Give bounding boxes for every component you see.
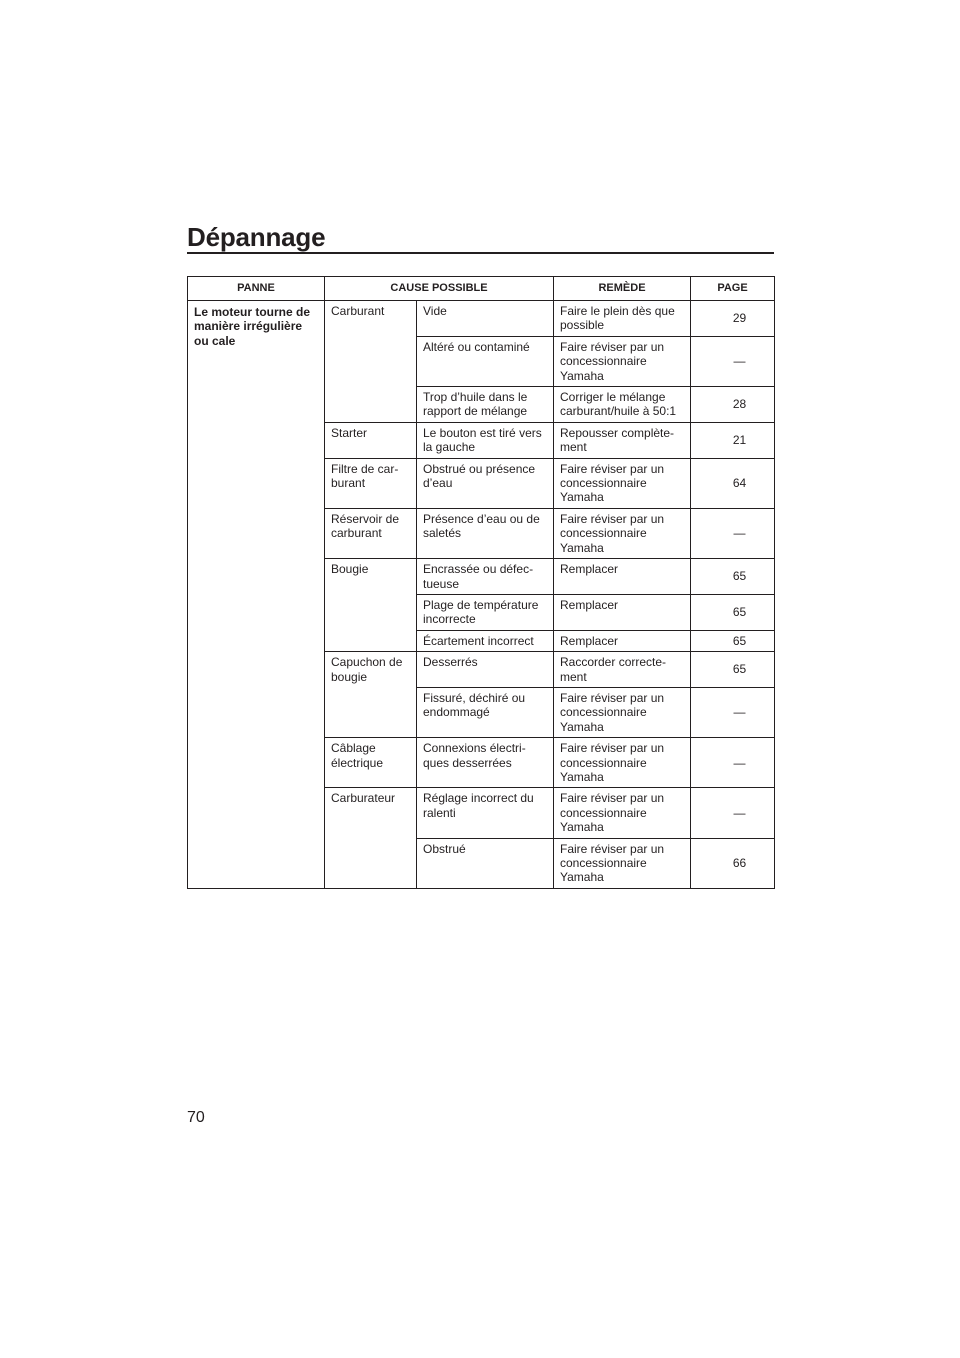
- page-cell: 64: [691, 458, 775, 508]
- page-cell: 65: [691, 630, 775, 651]
- cause-cell: Connexions électri-ques desserrées: [417, 738, 554, 788]
- remedy-cell: Faire réviser par un concessionnaire Yamaha: [554, 838, 691, 888]
- component-cell: [325, 387, 417, 423]
- cause-cell: Écartement incorrect: [417, 630, 554, 651]
- component-cell: Réservoir de carburant: [325, 508, 417, 558]
- remedy-cell: Corriger le mélange carburant/huile à 50:1: [554, 387, 691, 423]
- component-cell: Carburant: [325, 301, 417, 337]
- remedy-cell: Faire réviser par un concessionnaire Yamaha: [554, 788, 691, 838]
- cause-cell: Réglage incorrect du ralenti: [417, 788, 554, 838]
- cause-cell: Altéré ou contaminé: [417, 336, 554, 386]
- remedy-cell: Faire réviser par un concessionnaire Yamaha: [554, 687, 691, 737]
- component-cell: [325, 687, 417, 737]
- cause-cell: Encrassée ou défec-tueuse: [417, 559, 554, 595]
- component-cell: [325, 838, 417, 888]
- page-cell: 66: [691, 838, 775, 888]
- cause-cell: Vide: [417, 301, 554, 337]
- page-cell: 21: [691, 422, 775, 458]
- page-number: 70: [187, 1109, 205, 1126]
- page-cell: 29: [691, 301, 775, 337]
- page-cell: 65: [691, 559, 775, 595]
- component-cell: Starter: [325, 422, 417, 458]
- component-cell: Bougie: [325, 559, 417, 595]
- component-cell: Filtre de car-burant: [325, 458, 417, 508]
- remedy-cell: Faire le plein dès que possible: [554, 301, 691, 337]
- remedy-cell: Remplacer: [554, 630, 691, 651]
- remedy-cell: Faire réviser par un concessionnaire Yamaha: [554, 336, 691, 386]
- page-cell: 28: [691, 387, 775, 423]
- page-title: Dépannage: [187, 222, 326, 252]
- cause-cell: Présence d’eau ou de saletés: [417, 508, 554, 558]
- page-cell: —: [691, 687, 775, 737]
- cause-cell: Obstrué ou présence d’eau: [417, 458, 554, 508]
- cause-cell: Obstrué: [417, 838, 554, 888]
- remedy-cell: Faire réviser par un concessionnaire Yamaha: [554, 458, 691, 508]
- page-cell: —: [691, 508, 775, 558]
- remedy-cell: Raccorder correcte-ment: [554, 652, 691, 688]
- title-rule: [187, 252, 774, 254]
- troubleshooting-table: [187, 276, 775, 889]
- cause-cell: Le bouton est tiré vers la gauche: [417, 422, 554, 458]
- header-page: PAGE: [691, 277, 775, 301]
- component-cell: Câblage électrique: [325, 738, 417, 788]
- table-header-row: [188, 277, 775, 301]
- page-cell: 65: [691, 594, 775, 630]
- component-cell: [325, 594, 417, 630]
- header-panne: PANNE: [188, 277, 325, 301]
- cause-cell: Desserrés: [417, 652, 554, 688]
- remedy-cell: Remplacer: [554, 594, 691, 630]
- remedy-cell: Remplacer: [554, 559, 691, 595]
- header-cause: CAUSE POSSIBLE: [325, 277, 554, 301]
- page-cell: —: [691, 788, 775, 838]
- page-cell: —: [691, 738, 775, 788]
- component-cell: Carburateur: [325, 788, 417, 838]
- cause-cell: Trop d’huile dans le rapport de mélange: [417, 387, 554, 423]
- component-cell: [325, 630, 417, 651]
- remedy-cell: Faire réviser par un concessionnaire Yamaha: [554, 508, 691, 558]
- remedy-cell: Faire réviser par un concessionnaire Yamaha: [554, 738, 691, 788]
- cause-cell: Plage de température incorrecte: [417, 594, 554, 630]
- cause-cell: Fissuré, déchiré ou endommagé: [417, 687, 554, 737]
- remedy-cell: Repousser complète-ment: [554, 422, 691, 458]
- page-cell: —: [691, 336, 775, 386]
- component-cell: Capuchon de bougie: [325, 652, 417, 688]
- header-remede: REMÈDE: [554, 277, 691, 301]
- panne-cell: Le moteur tourne de manière irrégulière ou cale: [188, 301, 325, 889]
- table-row: [188, 301, 775, 337]
- component-cell: [325, 336, 417, 386]
- page-cell: 65: [691, 652, 775, 688]
